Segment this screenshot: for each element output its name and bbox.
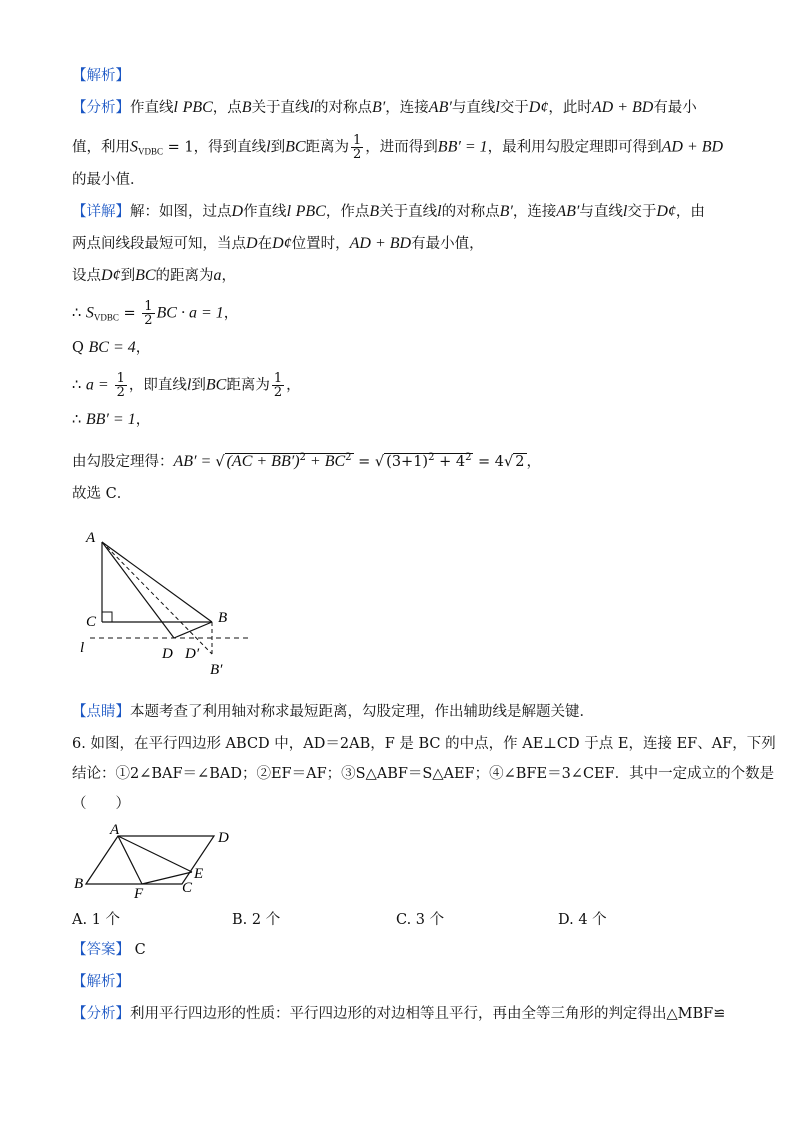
math-sub: VDBC bbox=[138, 146, 164, 157]
right-angle-mark bbox=[102, 612, 112, 622]
math: PBC bbox=[182, 99, 213, 116]
segment-af bbox=[118, 836, 142, 884]
label-b: B bbox=[218, 610, 228, 626]
figure-1-geometry bbox=[70, 520, 270, 680]
text: 解：如图，过点 bbox=[130, 204, 232, 220]
math-sub: VDBC bbox=[93, 312, 119, 323]
math: D¢ bbox=[656, 203, 676, 220]
text: 故选 C． bbox=[72, 486, 132, 502]
therefore-symbol: ∴ bbox=[72, 377, 82, 394]
math: = bbox=[353, 454, 375, 470]
text: ，连接 bbox=[512, 204, 557, 220]
math-sup: 2 bbox=[299, 452, 306, 463]
text: ，此时 bbox=[548, 100, 592, 116]
question-6-line-1: 6. 如图，在平行四边形 ABCD 中，AD＝2AB，F 是 BC 的中点，作 AE⊥CD 于点 E，连接 EF、AF，下列 bbox=[72, 736, 776, 752]
label-a: A bbox=[86, 530, 96, 546]
text: 利用平行四边形的性质：平行四边形的对边相等且平行，再由全等三角形的判定得出△MBF≌ bbox=[130, 1006, 726, 1022]
section-tag-jiexi-2: 【解析】 bbox=[72, 974, 130, 990]
text: 值，利用 bbox=[72, 139, 130, 156]
math-sup: 2 bbox=[345, 452, 352, 463]
text: 距离为 bbox=[226, 377, 270, 394]
math: BC bbox=[135, 267, 156, 284]
text: 的对称点 bbox=[314, 100, 373, 116]
numerator: 1 bbox=[116, 371, 125, 386]
text: ，点 bbox=[212, 100, 242, 116]
math: AB′ bbox=[428, 99, 452, 116]
math: = bbox=[118, 305, 141, 322]
text: 有最小值， bbox=[411, 236, 484, 252]
fraction-half bbox=[272, 372, 284, 399]
math: B′ bbox=[499, 203, 513, 220]
math: l bbox=[495, 99, 500, 116]
text: 作直线 bbox=[243, 204, 287, 220]
segment-ae bbox=[118, 836, 192, 872]
option-b[interactable]: B. 2 个 bbox=[232, 912, 281, 928]
numerator: 1 bbox=[353, 133, 362, 148]
text: ，进而得到 bbox=[365, 139, 438, 156]
detail-line-1 bbox=[72, 202, 705, 222]
numerator: 1 bbox=[144, 299, 153, 314]
math: l bbox=[173, 99, 178, 116]
detail-line-6 bbox=[72, 372, 301, 399]
math: l bbox=[286, 203, 292, 220]
math: l bbox=[186, 376, 192, 394]
option-c[interactable]: C. 3 个 bbox=[396, 912, 445, 928]
text: ，作点 bbox=[325, 204, 370, 220]
math: AD + BD bbox=[349, 235, 412, 252]
label-c: C bbox=[86, 614, 97, 630]
analysis-line-3 bbox=[72, 170, 145, 190]
label-f: F bbox=[134, 886, 144, 902]
sqrt-body bbox=[225, 453, 354, 470]
math: D bbox=[231, 203, 244, 220]
text: 本题考查了利用轴对称求最短距离，勾股定理，作出辅助线是解题关键． bbox=[130, 704, 594, 720]
detail-line-3 bbox=[72, 266, 236, 286]
segment-ad bbox=[102, 542, 174, 638]
text: ， bbox=[135, 412, 151, 428]
question-6-line-3: （ ） bbox=[72, 796, 130, 812]
option-d[interactable]: D. 4 个 bbox=[558, 912, 607, 928]
text: 的对称点 bbox=[441, 204, 500, 220]
since-symbol: Q bbox=[72, 340, 84, 356]
analysis-line-2 bbox=[72, 134, 723, 162]
text: 与直线 bbox=[451, 100, 496, 116]
question-6-line-2: 结论：①2∠BAF＝∠BAD；②EF＝AF；③S△ABF＝S△AEF；④∠BFE＝3∠CEF．其中一定成立的个数是 bbox=[72, 766, 775, 782]
math: a = bbox=[85, 376, 113, 394]
section-tag-jiexi: 【解析】 bbox=[72, 68, 130, 84]
text: 到 bbox=[270, 139, 286, 156]
text: 到 bbox=[120, 268, 136, 284]
math: (3+1) bbox=[386, 454, 429, 470]
numerator: 1 bbox=[273, 371, 283, 386]
math: BC bbox=[285, 138, 306, 156]
text: 与直线 bbox=[579, 204, 623, 220]
answer-line bbox=[72, 940, 146, 960]
text: 位置时， bbox=[291, 236, 350, 252]
label-c: C bbox=[182, 880, 193, 896]
fraction-half bbox=[351, 134, 363, 161]
denominator: 2 bbox=[116, 385, 125, 400]
label-d: D bbox=[162, 646, 173, 662]
denominator: 2 bbox=[273, 385, 283, 400]
label-a: A bbox=[110, 822, 120, 838]
denominator: 2 bbox=[144, 313, 153, 328]
text: ， bbox=[221, 268, 237, 284]
text: 作直线 bbox=[130, 100, 174, 116]
text: ， bbox=[135, 340, 151, 356]
math: l bbox=[437, 203, 442, 220]
math: BC bbox=[205, 376, 227, 394]
math: PBC bbox=[295, 203, 326, 220]
text: 的距离为 bbox=[155, 268, 214, 284]
denominator: 2 bbox=[353, 147, 362, 162]
segment-abp-dashed bbox=[102, 542, 212, 654]
therefore-symbol: ∴ bbox=[72, 305, 82, 322]
analysis-2-line bbox=[72, 1004, 725, 1024]
text: 关于直线 bbox=[379, 204, 438, 220]
text: ，最利用勾股定理即可得到 bbox=[487, 139, 662, 156]
text: 设点 bbox=[72, 268, 101, 284]
math: D¢ bbox=[272, 235, 292, 252]
comment-line bbox=[72, 702, 594, 722]
math-sup: 2 bbox=[428, 452, 435, 463]
sqrt-sign: √ bbox=[215, 454, 225, 470]
text: ， bbox=[286, 377, 301, 394]
math: AD + BD bbox=[661, 138, 724, 156]
detail-line-7 bbox=[72, 410, 150, 430]
sqrt-body: 2 bbox=[515, 454, 525, 470]
sqrt-sign: √ bbox=[374, 454, 385, 470]
math: a bbox=[213, 267, 222, 284]
detail-line-4 bbox=[72, 300, 238, 328]
math: BC = 4 bbox=[88, 339, 136, 356]
math: + 4 bbox=[434, 454, 466, 470]
detail-tag: 【详解】 bbox=[72, 204, 130, 220]
text: 交于 bbox=[499, 100, 529, 116]
label-d-prime: D′ bbox=[185, 646, 200, 662]
math: + BC bbox=[305, 453, 346, 470]
segment-db bbox=[174, 622, 212, 638]
figure-2-parallelogram bbox=[70, 822, 270, 902]
label-b-prime: B′ bbox=[210, 662, 223, 678]
label-b: B bbox=[74, 876, 84, 892]
text: ，得到直线 bbox=[193, 139, 267, 156]
label-l: l bbox=[80, 640, 85, 656]
math: AB′ bbox=[556, 203, 580, 220]
analysis-2-tag: 【分析】 bbox=[72, 1006, 130, 1022]
answer-options bbox=[72, 910, 732, 930]
detail-line-9 bbox=[72, 484, 131, 504]
answer-tag: 【答案】 bbox=[72, 942, 130, 958]
fraction-half bbox=[115, 372, 127, 399]
label-e: E bbox=[194, 866, 204, 882]
sqrt-body bbox=[384, 453, 473, 470]
text: ，即直线 bbox=[128, 377, 187, 394]
math: l bbox=[266, 138, 271, 156]
math: l bbox=[622, 203, 628, 220]
text: 距离为 bbox=[305, 139, 350, 156]
label-d: D bbox=[218, 830, 229, 846]
therefore-symbol: ∴ bbox=[72, 412, 82, 428]
segment-ab bbox=[102, 542, 212, 622]
text: 交于 bbox=[627, 204, 657, 220]
math: = 4 bbox=[473, 454, 505, 470]
text: 有最小 bbox=[653, 100, 697, 116]
math: D¢ bbox=[528, 99, 549, 116]
math: B bbox=[241, 99, 252, 116]
text: ，由 bbox=[675, 204, 705, 220]
text: ，连接 bbox=[385, 100, 429, 116]
math-sup: 2 bbox=[465, 452, 472, 463]
analysis-tag: 【分析】 bbox=[72, 100, 130, 116]
sqrt-sign: √ bbox=[504, 454, 514, 470]
math: (AC + BB′) bbox=[226, 453, 300, 470]
text: 的最小值． bbox=[72, 172, 145, 188]
text: 由勾股定理得： bbox=[72, 454, 174, 470]
detail-line-2 bbox=[72, 234, 484, 254]
math: S bbox=[85, 304, 94, 322]
math: AB′ = bbox=[173, 453, 216, 470]
math: l bbox=[309, 99, 315, 116]
text: 在 bbox=[257, 236, 273, 252]
text: 到 bbox=[191, 377, 206, 394]
math: S bbox=[130, 138, 138, 156]
comment-tag: 【点睛】 bbox=[72, 704, 130, 720]
math: B bbox=[369, 203, 380, 220]
fraction-half bbox=[142, 300, 154, 327]
math: BC · a = 1 bbox=[156, 304, 224, 322]
detail-line-5 bbox=[72, 338, 150, 358]
text: 两点间线段最短可知，当点 bbox=[72, 236, 246, 252]
analysis-line-1 bbox=[72, 98, 697, 118]
text: 关于直线 bbox=[251, 100, 310, 116]
math: AD + BD bbox=[591, 99, 654, 116]
math: = 1 bbox=[163, 139, 194, 156]
detail-line-8 bbox=[72, 448, 541, 472]
math: BB′ = 1 bbox=[85, 411, 136, 428]
math: D bbox=[246, 235, 258, 252]
answer-value: C bbox=[134, 942, 146, 958]
math: BB′ = 1 bbox=[437, 138, 488, 156]
text: ， bbox=[526, 454, 542, 470]
text: ， bbox=[223, 305, 239, 322]
option-a[interactable]: A. 1 个 bbox=[72, 912, 121, 928]
math: B′ bbox=[372, 99, 386, 116]
math: D¢ bbox=[101, 267, 121, 284]
